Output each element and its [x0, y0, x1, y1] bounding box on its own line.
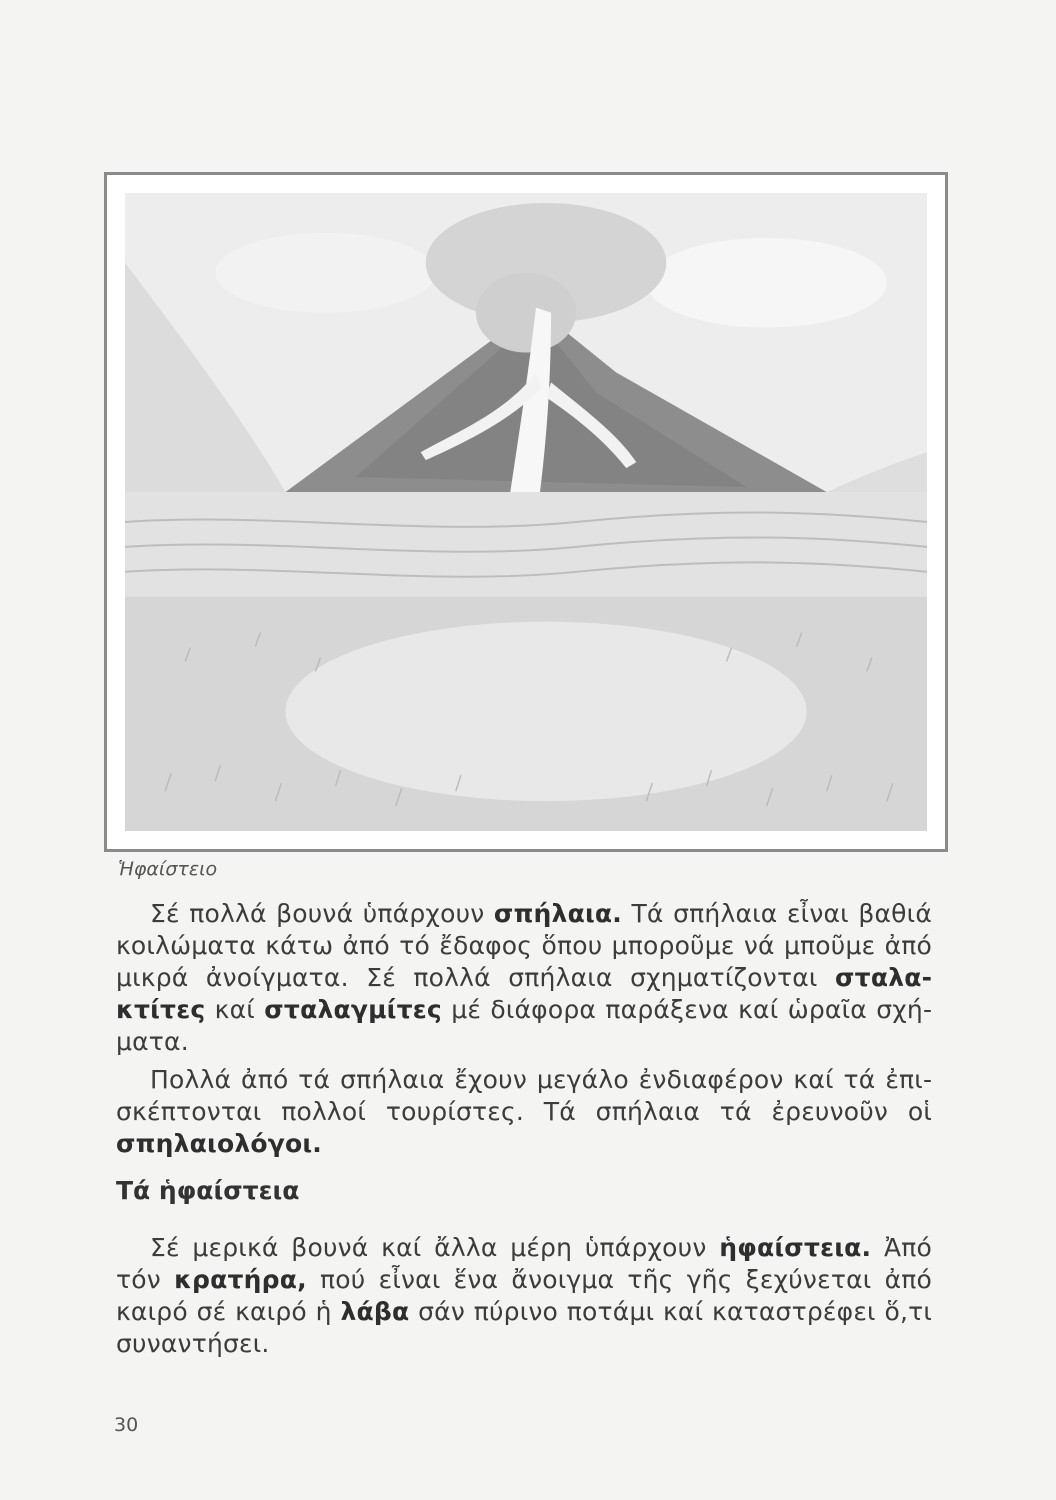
- volcano-eruption-illustration: [125, 193, 927, 831]
- section-heading-volcanoes: Τά ἡφαίστεια: [116, 1176, 300, 1205]
- term-speleologists: σπηλαιολόγοι.: [116, 1129, 322, 1158]
- term-stalagmites: σταλαγμίτες: [264, 995, 442, 1024]
- illustration-frame: [104, 172, 948, 852]
- figure-caption: Ἡφαίστειο: [118, 858, 218, 880]
- term-crater: κρατήρα,: [174, 1265, 307, 1294]
- term-lava: λάβα: [340, 1297, 410, 1326]
- volcano-illustration: [125, 193, 927, 831]
- page-number: 30: [114, 1414, 139, 1436]
- caves-paragraph-1: Σέ πολλά βουνά ὑπάρχουν σπήλαια. Τά σπήλαια εἶναι βαθιά κοιλώματα κάτω ἀπό τό ἔδαφος ὅπου μποροῦμε νά μποῦμε ἀπό μικρά ἀνοίγματα. Σέ πολλά σπήλαια σχηματίζονται σταλακτίτες καί σταλαγμίτες μέ διάφορα παράξενα καί ὡραῖα σχήματα.: [116, 899, 932, 1056]
- term-stalactites: σταλακτίτες: [116, 963, 932, 1024]
- caves-text-block: [116, 898, 932, 1160]
- caves-paragraph-2: Πολλά ἀπό τά σπήλαια ἔχουν μεγάλο ἐνδιαφέρον καί τά ἐπισκέπτονται πολλοί τουρίστες. Τά σπήλαια τά ἐρευνοῦν οἱ σπηλαιολόγοι.: [116, 1065, 932, 1158]
- term-volcanoes: ἡφαίστεια.: [719, 1233, 872, 1262]
- volcano-paragraph-1: Σέ μερικά βουνά καί ἄλλα μέρη ὑπάρχουν ἡφαίστεια. Ἀπό τόν κρατήρα, πού εἶναι ἕνα ἄνοιγμα τῆς γῆς ξεχύνεται ἀπό καιρό σέ καιρό ἡ λάβα σάν πύρινο ποτάμι καί καταστρέφει ὅ,τι συναντήσει.: [116, 1233, 933, 1358]
- volcano-text-block: [116, 1232, 932, 1360]
- term-caves: σπήλαια.: [493, 899, 622, 928]
